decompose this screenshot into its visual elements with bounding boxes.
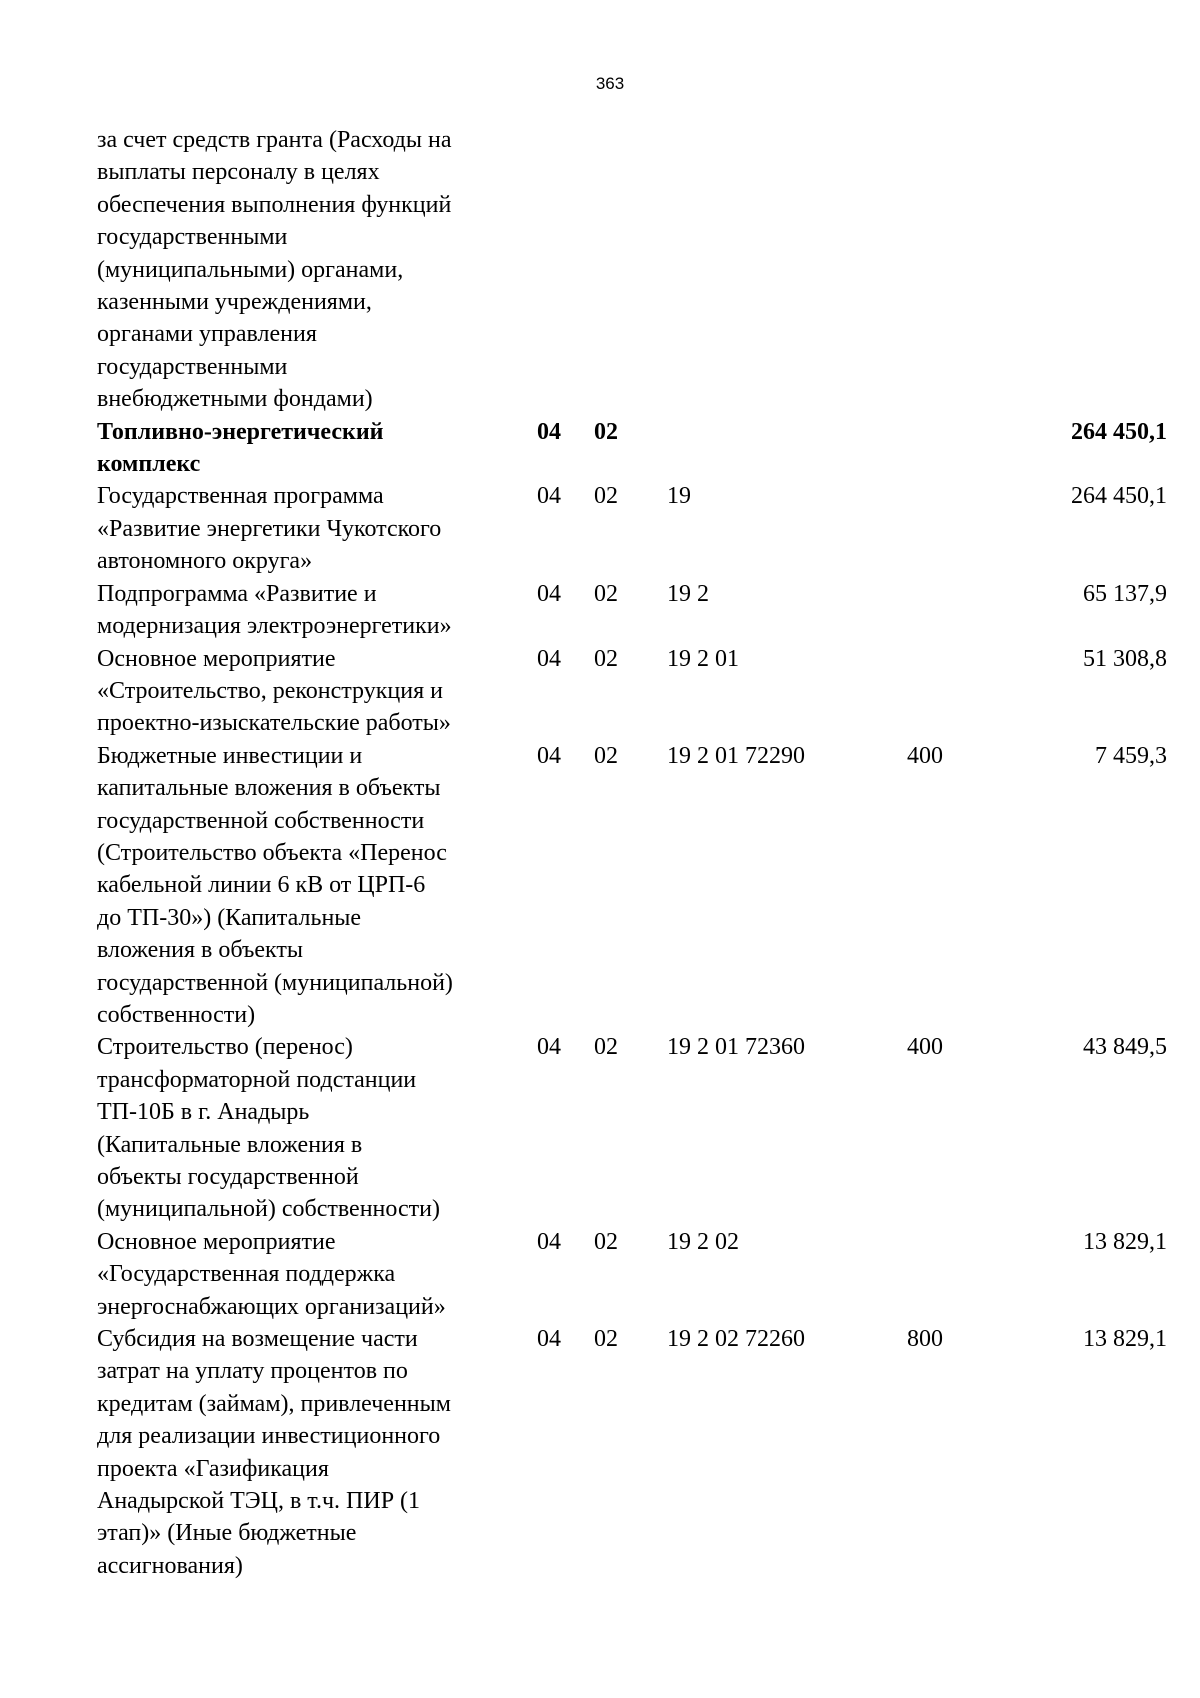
row-section-code-text: 04: [537, 742, 561, 769]
row-target-article-cell: [667, 643, 907, 740]
row-section-code-text: 04: [537, 1034, 561, 1061]
row-amount-cell: [1037, 480, 1167, 577]
row-name-cell: [97, 124, 537, 416]
row-amount-cell: [1037, 1031, 1167, 1225]
row-amount-text: 264 450,1: [1071, 418, 1167, 445]
row-amount-text: 7 459,3: [1095, 742, 1167, 769]
row-expense-type-cell: [907, 124, 1037, 416]
row-target-article-text: 19 2 02 72260: [667, 1326, 805, 1353]
row-subsection-code-text: 02: [594, 1326, 618, 1353]
row-expense-type-cell: [907, 740, 1037, 1032]
row-amount-cell: [1037, 416, 1167, 481]
row-name-text: Бюджетные инвестиции и капитальные вложения в объекты государственной собственности (Строительство объекта «Перенос кабельной линии 6 кВ от ЦРП-6 до ТП-30») (Капитальные вложения в объекты государственной (муниципальной) собственности): [97, 742, 453, 1028]
row-name-text: за счет средств гранта (Расходы на выплаты персоналу в целях обеспечения выполнения функций государственными (муниципальными) органами, казенными учреждениями, органами управления государственными внебюджетными фондами): [97, 127, 452, 413]
row-expense-type-cell: [907, 480, 1037, 577]
row-section-code-cell: [537, 480, 594, 577]
table-body: [97, 124, 1167, 1582]
row-subsection-code-text: 02: [594, 580, 618, 607]
row-section-code-text: 04: [537, 580, 561, 607]
row-subsection-code-cell: [594, 1226, 667, 1323]
row-expense-type-cell: [907, 416, 1037, 481]
row-amount-text: 264 450,1: [1071, 483, 1167, 510]
row-subsection-code-text: 02: [594, 742, 618, 769]
row-section-code-text: 04: [537, 1326, 561, 1353]
row-section-code-cell: [537, 643, 594, 740]
row-subsection-code-cell: [594, 1031, 667, 1225]
row-subsection-code-cell: [594, 480, 667, 577]
table-row: [97, 1226, 1167, 1323]
row-target-article-text: 19 2: [667, 580, 709, 607]
row-amount-text: 65 137,9: [1083, 580, 1167, 607]
row-subsection-code-cell: [594, 740, 667, 1032]
row-subsection-code-text: 02: [594, 1228, 618, 1255]
row-expense-type-cell: [907, 1323, 1037, 1582]
row-target-article-text: 19 2 01 72360: [667, 1034, 805, 1061]
row-name-text: Субсидия на возмещение части затрат на уплату процентов по кредитам (займам), привлеченным для реализации инвестиционного проекта «Газификация Анадырской ТЭЦ, в т.ч. ПИР (1 этап)» (Иные бюджетные ассигнования): [97, 1326, 451, 1579]
row-section-code-text: 04: [537, 1228, 561, 1255]
table-row: [97, 124, 1167, 416]
row-amount-cell: [1037, 643, 1167, 740]
row-target-article-cell: [667, 124, 907, 416]
row-amount-cell: [1037, 1226, 1167, 1323]
table-row: [97, 578, 1167, 643]
row-subsection-code-cell: [594, 124, 667, 416]
row-target-article-cell: [667, 480, 907, 577]
row-subsection-code-text: 02: [594, 483, 618, 510]
row-section-code-text: 04: [537, 483, 561, 510]
row-section-code-text: 04: [537, 645, 561, 672]
row-amount-text: 51 308,8: [1083, 645, 1167, 672]
row-target-article-cell: [667, 416, 907, 481]
row-section-code-cell: [537, 416, 594, 481]
row-section-code-cell: [537, 1031, 594, 1225]
row-amount-text: 13 829,1: [1083, 1228, 1167, 1255]
row-target-article-text: 19 2 02: [667, 1228, 739, 1255]
row-amount-cell: [1037, 740, 1167, 1032]
row-section-code-cell: [537, 1226, 594, 1323]
row-subsection-code-cell: [594, 578, 667, 643]
row-target-article-cell: [667, 1323, 907, 1582]
row-section-code-cell: [537, 740, 594, 1032]
row-name-text: Строительство (перенос) трансформаторной подстанции ТП-10Б в г. Анадырь (Капитальные вложения в объекты государственной (муниципальной) собственности): [97, 1034, 440, 1223]
row-name-text: Основное мероприятие «Государственная поддержка энергоснабжающих организаций»: [97, 1228, 446, 1320]
row-name-cell: [97, 1226, 537, 1323]
row-name-text: Государственная программа «Развитие энергетики Чукотского автономного округа»: [97, 483, 442, 575]
row-target-article-cell: [667, 1031, 907, 1225]
table-row: [97, 480, 1167, 577]
row-name-cell: [97, 740, 537, 1032]
row-expense-type-text: 400: [907, 1034, 943, 1061]
page-number: 363: [595, 74, 625, 93]
row-name-cell: [97, 1323, 537, 1582]
row-expense-type-cell: [907, 1226, 1037, 1323]
row-subsection-code-cell: [594, 416, 667, 481]
row-subsection-code-text: 02: [594, 1034, 618, 1061]
row-name-cell: [97, 643, 537, 740]
row-amount-cell: [1037, 578, 1167, 643]
row-section-code-cell: [537, 578, 594, 643]
row-name-cell: [97, 578, 537, 643]
budget-table: [97, 124, 1167, 1582]
row-target-article-text: 19 2 01: [667, 645, 739, 672]
row-target-article-text: 19 2 01 72290: [667, 742, 805, 769]
row-subsection-code-cell: [594, 1323, 667, 1582]
row-expense-type-cell: [907, 578, 1037, 643]
table-row: [97, 416, 1167, 481]
row-amount-text: 43 849,5: [1083, 1034, 1167, 1061]
row-expense-type-text: 400: [907, 742, 943, 769]
row-name-cell: [97, 416, 537, 481]
row-target-article-cell: [667, 578, 907, 643]
row-name-text: Основное мероприятие «Строительство, реконструкция и проектно-изыскательские работы»: [97, 645, 451, 737]
row-amount-text: 13 829,1: [1083, 1326, 1167, 1353]
row-name-text: Подпрограмма «Развитие и модернизация электроэнергетики»: [97, 580, 452, 640]
row-target-article-text: 19: [667, 483, 691, 510]
row-name-cell: [97, 1031, 537, 1225]
row-target-article-cell: [667, 1226, 907, 1323]
row-name-cell: [97, 480, 537, 577]
row-expense-type-cell: [907, 643, 1037, 740]
table-row: [97, 1323, 1167, 1582]
row-name-text: Топливно-энергетический комплекс: [97, 418, 384, 478]
row-subsection-code-cell: [594, 643, 667, 740]
row-expense-type-text: 800: [907, 1326, 943, 1353]
row-amount-cell: [1037, 124, 1167, 416]
row-subsection-code-text: 02: [594, 645, 618, 672]
table-row: [97, 1031, 1167, 1225]
table-row: [97, 740, 1167, 1032]
row-section-code-cell: [537, 1323, 594, 1582]
row-target-article-cell: [667, 740, 907, 1032]
table-row: [97, 643, 1167, 740]
row-subsection-code-text: 02: [594, 418, 618, 445]
row-expense-type-cell: [907, 1031, 1037, 1225]
row-amount-cell: [1037, 1323, 1167, 1582]
row-section-code-text: 04: [537, 418, 561, 445]
row-section-code-cell: [537, 124, 594, 416]
